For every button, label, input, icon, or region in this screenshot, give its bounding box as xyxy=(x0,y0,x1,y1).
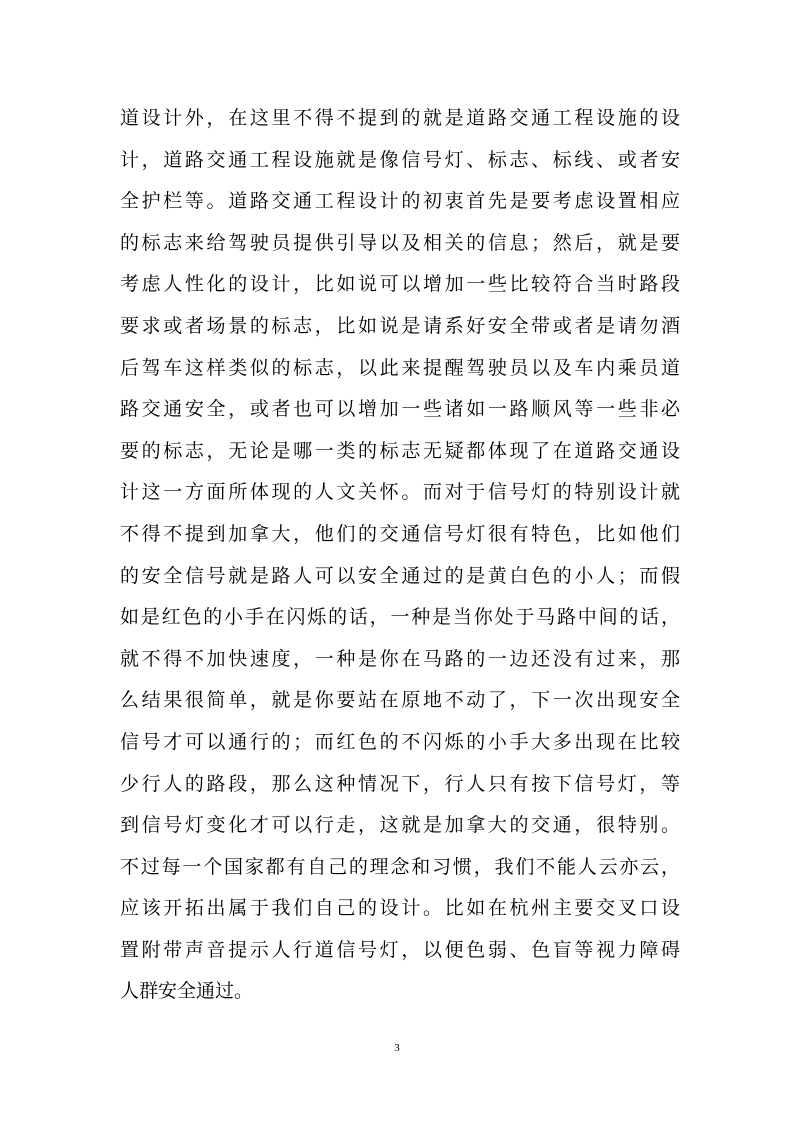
text-line: 的安全信号就是路人可以安全通过的是黄白色的小人；而假 xyxy=(120,564,680,587)
text-line: 道设计外，在这里不得不提到的就是道路交通工程设施的设 xyxy=(120,107,680,129)
text-line: 要的标志，无论是哪一类的标志无疑都体现了在道路交通设 xyxy=(120,439,680,462)
text-line: 要求或者场景的标志，比如说是请系好安全带或者是请勿酒 xyxy=(120,314,680,337)
text-line: 人群安全通过。 xyxy=(120,980,254,1003)
text-line: 少行人的路段，那么这种情况下，行人只有按下信号灯，等 xyxy=(120,772,680,795)
text-line: 计，道路交通工程设施就是像信号灯、标志、标线、或者安 xyxy=(120,148,680,171)
text-line: 的标志来给驾驶员提供引导以及相关的信息；然后，就是要 xyxy=(120,231,680,254)
text-line: 路交通安全，或者也可以增加一些诸如一路顺风等一些非必 xyxy=(120,398,680,421)
text-line: 后驾车这样类似的标志，以此来提醒驾驶员以及车内乘员道 xyxy=(120,356,680,379)
text-line: 应该开拓出属于我们自己的设计。比如在杭州主要交叉口设 xyxy=(120,897,680,920)
text-line: 考虑人性化的设计，比如说可以增加一些比较符合当时路段 xyxy=(120,273,680,296)
body-paragraph xyxy=(120,98,680,1013)
page-number: 3 xyxy=(394,1042,400,1054)
text-line: 信号才可以通行的；而红色的不闪烁的小手大多出现在比较 xyxy=(120,730,680,753)
text-line: 么结果很简单，就是你要站在原地不动了，下一次出现安全 xyxy=(120,689,680,712)
text-line: 置附带声音提示人行道信号灯，以便色弱、色盲等视力障碍 xyxy=(120,938,680,961)
text-line: 不得不提到加拿大，他们的交通信号灯很有特色，比如他们 xyxy=(120,522,680,545)
text-line: 如是红色的小手在闪烁的话，一种是当你处于马路中间的话， xyxy=(120,606,680,629)
text-line: 计这一方面所体现的人文关怀。而对于信号灯的特别设计就 xyxy=(120,481,680,504)
text-line: 全护栏等。道路交通工程设计的初衷首先是要考虑设置相应 xyxy=(120,190,680,213)
text-line: 到信号灯变化才可以行走，这就是加拿大的交通，很特别。 xyxy=(120,814,680,837)
text-line: 不过每一个国家都有自己的理念和习惯，我们不能人云亦云， xyxy=(120,855,680,878)
text-line: 就不得不加快速度，一种是你在马路的一边还没有过来，那 xyxy=(120,647,680,670)
